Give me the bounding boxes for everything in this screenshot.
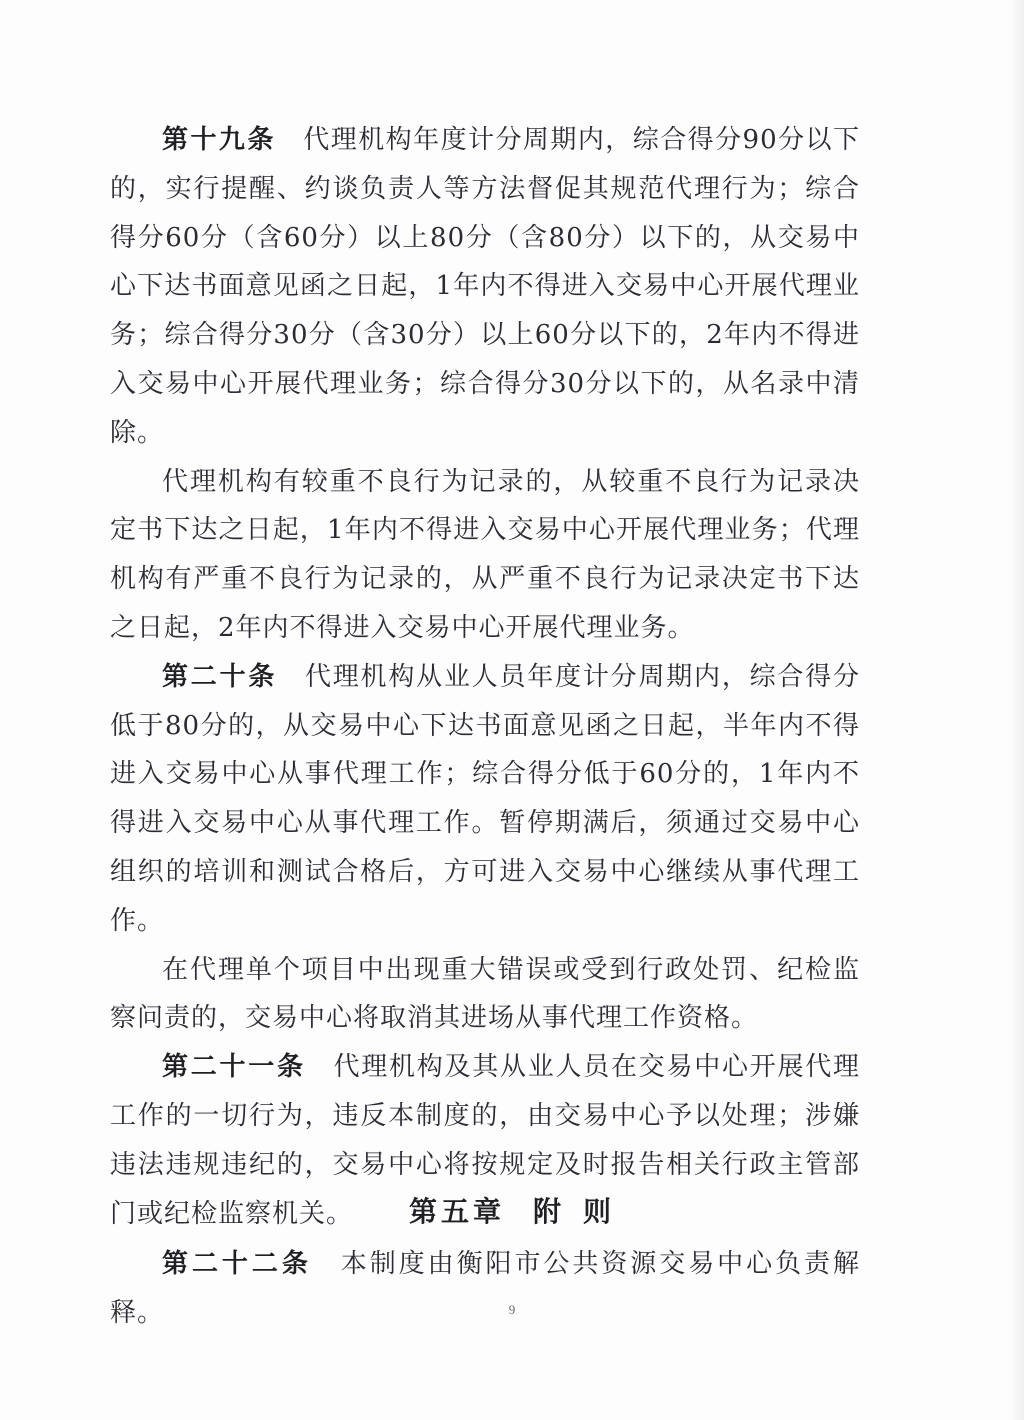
- paragraph-article-22: [110, 1240, 860, 1338]
- final-article: [110, 1240, 860, 1338]
- article-heading: 第二十条: [162, 661, 278, 692]
- paragraph-text: 代理机构有较重不良行为记录的，从较重不良行为记录决定书下达之日起，1年内不得进入交易中心开展代理业务；代理机构有严重不良行为记录的，从严重不良行为记录决定书下达之日起，2年内不得进入交易中心开展代理业务。: [110, 466, 860, 643]
- chapter-heading: [0, 1190, 1024, 1230]
- scan-edge-shadow: [1010, 0, 1024, 1420]
- chapter-title-1: 附: [532, 1195, 565, 1228]
- body-text: [110, 116, 860, 1238]
- article-heading: 第二十二条: [162, 1249, 312, 1279]
- paragraph-text: 在代理单个项目中出现重大错误或受到行政处罚、纪检监察问责的，交易中心将取消其进场从事代理工作资格。: [110, 954, 860, 1034]
- paragraph-text: 代理机构从业人员年度计分周期内，综合得分低于80分的，从交易中心下达书面意见函之日起，半年内不得进入交易中心从事代理工作；综合得分低于60分的，1年内不得进入交易中心从事代理工作。暂停期满后，须通过交易中心组织的培训和测试合格后，方可进入交易中心继续从事代理工作。: [110, 661, 860, 936]
- chapter-number: 第五章: [408, 1195, 505, 1228]
- paragraph-article-19: [110, 116, 860, 458]
- paragraph-article-20: [110, 653, 860, 946]
- paragraph-misconduct: [110, 458, 860, 653]
- page-number: 9: [508, 1302, 516, 1317]
- paragraph-text: 本制度由衡阳市公共资源交易中心负责解释。: [110, 1249, 860, 1328]
- paragraph-text: 代理机构及其从业人员在交易中心开展代理工作的一切行为，违反本制度的，由交易中心予以处理；涉嫌违法违规违纪的，交易中心将按规定及时报告相关行政主管部门或纪检监察机关。: [110, 1052, 860, 1229]
- paragraph-text: 代理机构年度计分周期内，综合得分90分以下的，实行提醒、约谈负责人等方法督促其规范代理行为；综合得分60分（含60分）以上80分（含80分）以下的，从交易中心下达书面意见函之日起，1年内不得进入交易中心开展代理业务；综合得分30分（含30分）以上60分以下的，2年内不得进入交易中心开展代理业务；综合得分30分以下的，从名录中清除。: [110, 125, 860, 448]
- article-heading: 第二十一条: [162, 1052, 306, 1083]
- chapter-title-2: 则: [583, 1195, 616, 1228]
- article-heading: 第十九条: [162, 125, 276, 155]
- paragraph-qualification: [110, 946, 860, 1044]
